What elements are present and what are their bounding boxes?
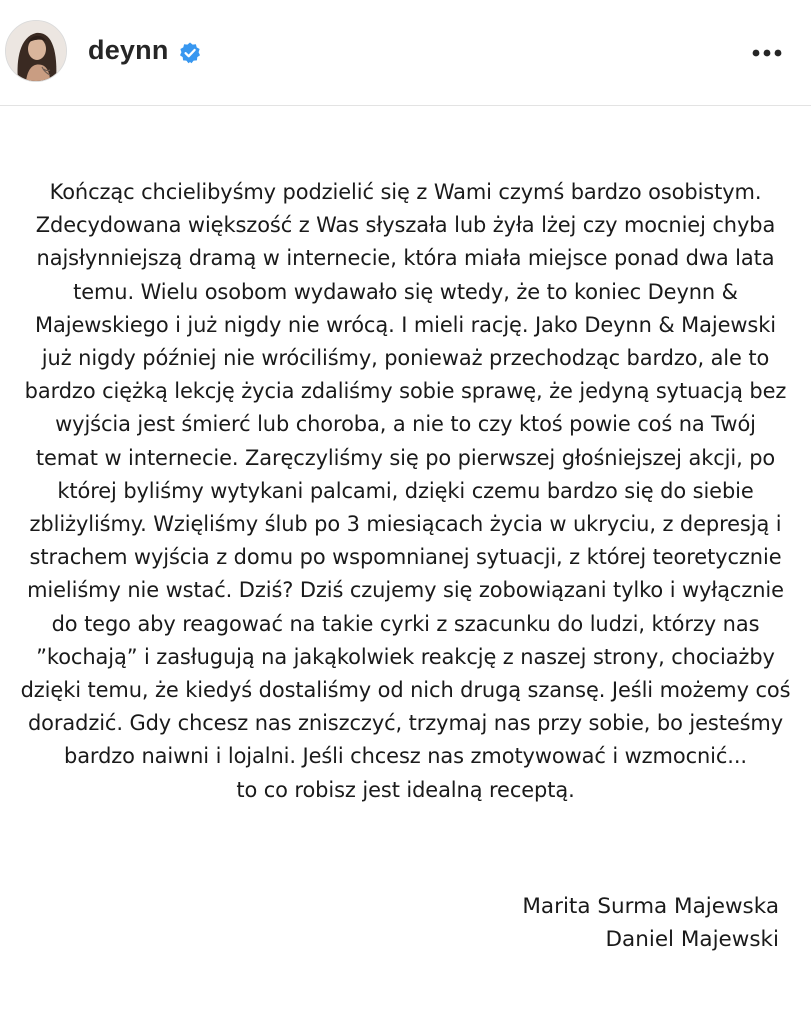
post-text-line: której byliśmy wytykani palcami, dzięki czemu bardzo się do siebie xyxy=(57,478,754,504)
more-options-icon[interactable] xyxy=(747,39,787,67)
post-text-line: mieliśmy nie wstać. Dziś? Dziś czujemy się zobowiązani tylko i wyłącznie xyxy=(27,578,784,604)
post-text-line: Zdecydowana większość z Was słyszała lub żyła lżej czy mocniej chyba xyxy=(35,213,776,239)
post-text-line: Kończąc chcielibyśmy podzielić się z Wami czymś bardzo osobistym. xyxy=(49,180,762,205)
post-text-line: doradzić. Gdy chcesz nas zniszczyć, trzymaj nas przy sobie, bo jesteśmy xyxy=(27,711,784,737)
post-text-line: bardzo ciężką lekcję życia zdaliśmy sobie sprawę, że jedyną sytuacją bez xyxy=(24,379,787,405)
post-text-line: ”kochają” i zasługują na jakąkolwiek reakcję z naszej strony, chociażby xyxy=(36,644,775,670)
post-text-line: już nigdy później nie wróciliśmy, ponieważ przechodząc bardzo, ale to xyxy=(41,346,770,372)
post-text-line: strachem wyjścia z domu po wspomnianej sytuacji, z której teoretycznie xyxy=(29,545,782,571)
avatar[interactable] xyxy=(5,20,67,82)
post-text-line: to co robisz jest idealną receptą. xyxy=(236,777,575,803)
post-text-line: temu. Wielu osobom wydawało się wtedy, że to koniec Deynn & xyxy=(73,279,738,305)
signature-name-1: Marita Surma Majewska xyxy=(522,894,779,919)
username[interactable]: deynn xyxy=(88,35,169,65)
post-header xyxy=(0,0,811,106)
post-text-line: dzięki temu, że kiedyś dostaliśmy od nich drugą szansę. Jeśli możemy coś xyxy=(20,678,791,704)
post-text-line: wyjścia jest śmierć lub choroba, a nie to czy ktoś powie coś na Twój xyxy=(55,412,756,438)
post-text-line: temat w internecie. Zaręczyliśmy się po pierwszej głośniejszej akcji, po xyxy=(35,445,776,471)
post-text-line: bardzo naiwni i lojalni. Jeśli chcesz nas zmotywować i wzmocnić... xyxy=(63,744,747,770)
post-text-line: zbliżyliśmy. Wzięliśmy ślub po 3 miesiącach życia w ukryciu, z depresją i xyxy=(29,512,782,538)
post-text-line: najsłynniejszą dramą w internecie, która miała miejsce ponad dwa lata xyxy=(36,246,775,272)
post-text xyxy=(0,176,811,807)
signature xyxy=(522,890,779,956)
post-text-line: Majewskiego i już nigdy nie wrócą. I mieli rację. Jako Deynn & Majewski xyxy=(35,312,776,338)
post-text-line: do tego aby reagować na takie cyrki z szacunku do ludzi, którzy nas xyxy=(51,611,760,637)
verified-badge-icon xyxy=(178,41,202,65)
signature-name-2: Daniel Majewski xyxy=(605,927,779,952)
avatar-image xyxy=(6,21,66,81)
